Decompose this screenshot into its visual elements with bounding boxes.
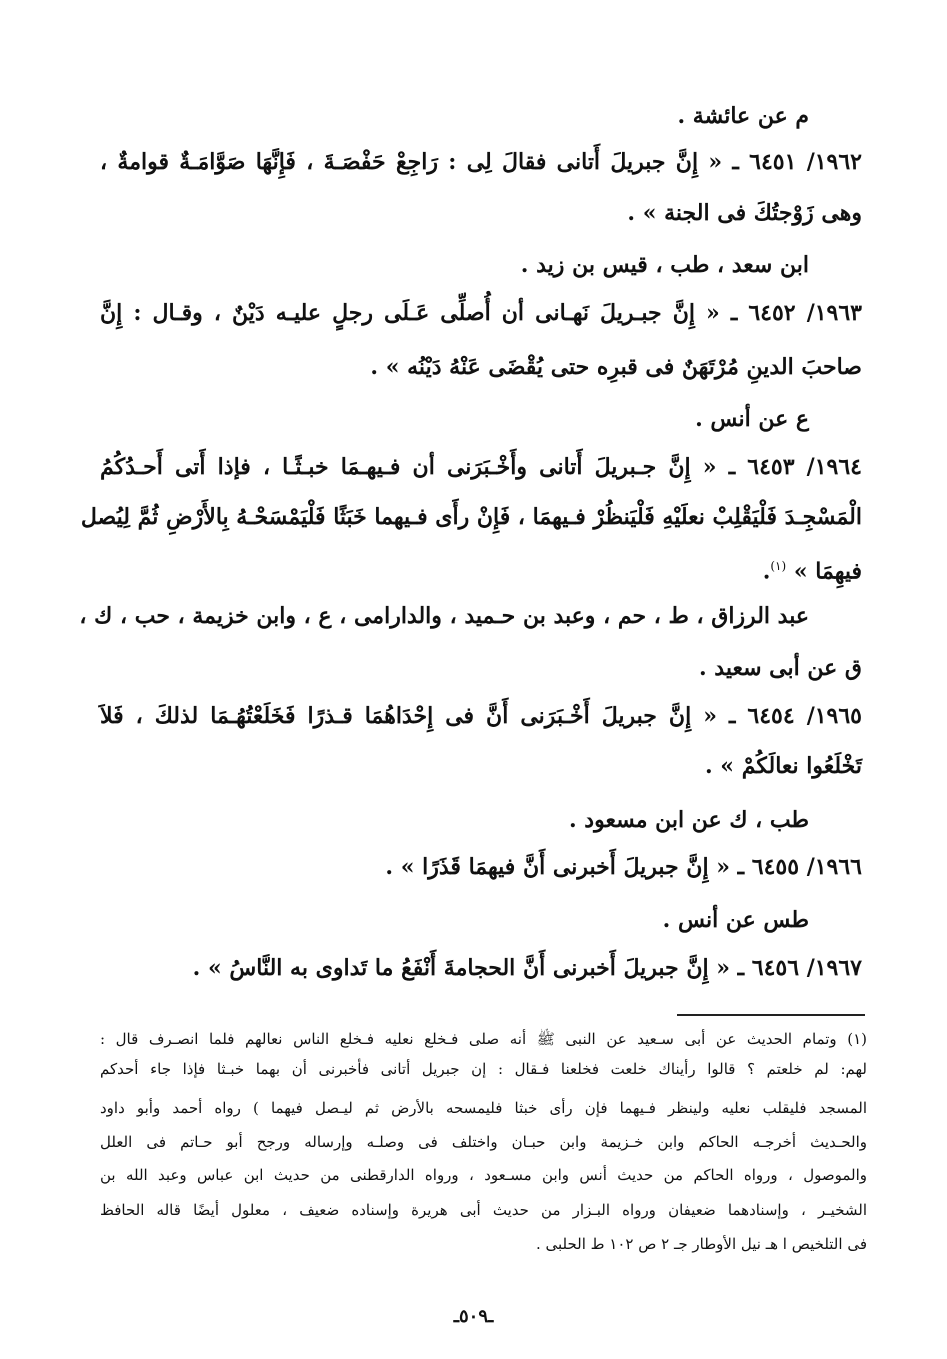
footnote-line: الشخيـر ، وإسنادهما ضعيفان ورواه البـزار من حديث أبى هريرة وإسناده ضعيف ، معلول أيضًا قاله الحافظ — [100, 1201, 867, 1219]
source-line: ع عن أنس . — [695, 406, 809, 432]
text-line: فيهِمَا » $^{(١)}$. — [762, 558, 862, 585]
footnote-line: فى التلخيص ا هـ نيل الأوطار جـ ٢ ص ١٠٢ ط الحلبى . — [535, 1235, 867, 1253]
source-line: ق عن أبى سعيد . — [698, 655, 862, 681]
source-line: طب ، ك عن ابن مسعود . — [568, 807, 809, 833]
hadith-line: ١٩٦٧/ ٦٤٥٦ ـ « إِنَّ جبريلَ أَخبرنى أَنَّ الحجامةَ أَنْفَعُ ما تَداوى به النَّاسُ » . — [192, 955, 862, 981]
source-line: ابن سعد ، طب ، قيس بن زيد . — [520, 252, 809, 278]
text-fragment: فيهِمَا » — [793, 558, 862, 585]
footnote-separator — [677, 1014, 865, 1016]
hadith-line: ١٩٦٣/ ٦٤٥٢ ـ « إِنَّ جبـريلَ نَهـانى أن أُصلِّى عَـلَى رجلٍ عليـه دَيْنٌ ، وقـال : إِنَّ — [100, 300, 862, 326]
footnote-line: لهم: لم خلعتم ؟ قالوا رأيناك خلعت فخلعنا فـقال : إن جبريل أتانى فأخبرنى أن بهما خبـثا فإذا جاء أحدكم — [100, 1060, 867, 1078]
footnote-line: والموصول ، ورواه الحاكم من حديث أنس وابن مسـعود ، ورواه الدارقطنى من حديث ابن عباس وعبد الله بن — [100, 1166, 867, 1184]
source-line: عبد الرزاق ، ط ، حم ، وعبد بن حـميد ، والدارامى ، ع ، وابن خزيمة ، حب ، ك ، — [79, 603, 809, 629]
footnote-line: والحـديث أخرجـه الحاكم وابن خـزيمة وابن حبـان واختلف فى وصلـه وإرساله ورجح أبو حـاتم فى العلل — [100, 1133, 867, 1151]
page-number: ـ٥٠٩ـ — [453, 1306, 494, 1327]
text-line: م عن عائشة . — [677, 103, 809, 129]
footnote-line: (١) وتمام الحديث عن أبى سـعيد عن النبى ﷺ أنه صلى فـخلع نعليه فـخلع الناس نعالهم فلما انصـرف قال : — [100, 1030, 867, 1048]
text-line: الْمَسْجِـدَ فَلْيَقْلِبْ نعلَيْهِ فَلْيَنظُرْ فـيهمَا ، فَإِنْ رأَى فـيهما خَبَثًا فَلْيَمْسَحْـهُ بِالأَرْضِ ثُمَّ لِيُصل — [80, 504, 862, 530]
text-line: وهى زَوْجتُكَ فى الجنة » . — [627, 200, 862, 226]
text-line: صاحبَ الدينِ مُرْتَهَنٌ فى قبرِه حتى يُقْضَى عَنْهُ دَيْنُه » . — [370, 354, 862, 380]
hadith-line: ١٩٦٥/ ٦٤٥٤ ـ « إِنَّ جبريلَ أَخْـبَرَنى أَنَّ فى إِحْدَاهُمَا قـذرًا فَخَلَعْتُهُـمَا لذلكَ ، فَلاَ — [100, 703, 862, 729]
footnote-line: المسجد فليقلب نعليه ولينظر فـيهما فإن رأى خبثا فليمسحه بالأرض ثم ليـصل فيهما ) رواه أحمد وأبو داود — [100, 1099, 867, 1117]
hadith-line: ١٩٦٢/ ٦٤٥١ ـ « إِنَّ جبريلَ أَتانى فقالَ لِى : رَاجِعْ حَفْصَـةَ ، فَإِنَّهَا صَوَّامَـةٌ قوامةٌ ، — [100, 149, 862, 175]
footnote-marker: (١) — [770, 559, 787, 573]
source-line: طس عن أنس . — [662, 907, 809, 933]
text-line: تَخْلَعُوا نعالَكُمْ » . — [704, 753, 862, 779]
hadith-line: ١٩٦٤/ ٦٤٥٣ ـ « إِنَّ جـبريلَ أَتانى وأَخْـبَرَنى أن فـيهـمَا خبـثًـا ، فإذا أَتى أَحـدُكُمُ — [100, 454, 862, 480]
hadith-line: ١٩٦٦/ ٦٤٥٥ ـ « إِنَّ جبريلَ أَخبرنى أَنَّ فيهمَا قَذَرًا » . — [385, 854, 862, 880]
